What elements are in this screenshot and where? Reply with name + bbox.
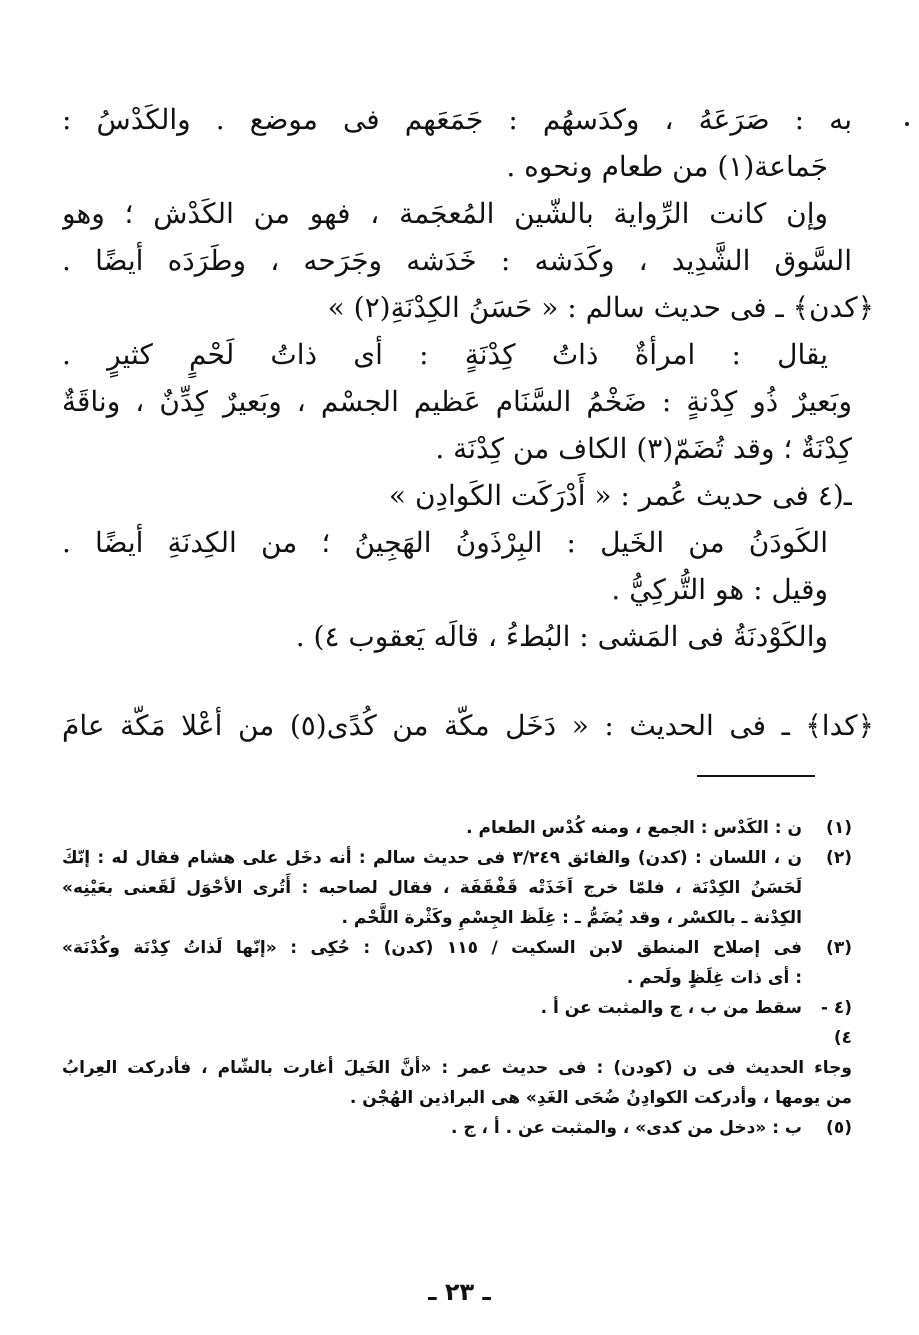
footnote-number: (٣) [826, 938, 852, 958]
footnote-rule [697, 775, 815, 777]
body-line: وبَعيرٌ ذُو كِدْنةٍ : ضَخْمُ السَّنَام عَظيم الجسْم ، وبَعيرٌ كِدِّنٌ ، وناقَةٌ [62, 385, 852, 418]
body-line: يقال : امرأةٌ ذاتُ كِدْنَةٍ : أى ذاتُ لَحْمٍ كثيرٍ . [62, 338, 828, 371]
entry-heading-kda: ﴿كدا﴾ ـ فى الحديث : « دَخَل مكّة من كُدًى(٥) من أعْلا مَكّة عامَ [62, 709, 874, 742]
footnote-number: (٢) [826, 848, 852, 868]
footnote [62, 933, 852, 993]
body-line: وقيل : هو التُّركِيُّ . [611, 573, 828, 606]
footnotes [62, 813, 852, 1143]
main-text [62, 96, 874, 749]
body-line: السَّوق الشَّدِيد ، وكَدَشه : خَدَشه وجَرَحه ، وطَرَدَه أيضًا . [62, 244, 852, 277]
footnote-line: من يومها ، وأدركت الكوادِنُ ضُحَى الغَدِ» هى البراذين الهُجْن . [349, 1088, 852, 1108]
footnote-line: فى إصلاح المنطق لابن السكيت / ١١٥ (كدن) : حُكِى : «إنّها لَذاتُ كِدْنَة وكُدْنَة» [62, 938, 802, 958]
footnote-line: وجاء الحديث فى ن (كودن) : فى حديث عمر : «أنَّ الخَيلَ أغارت بالشّام ، فأدركت العِرابُ [62, 1058, 852, 1078]
page-number: ـ ٢٣ ـ [428, 1278, 491, 1306]
footnote-number: (٤ - ٤) [820, 998, 852, 1048]
footnote-line: ب : «دخل من كدى» ، والمثبت عن . أ ، ج . [451, 1118, 802, 1138]
footnote-line: : أى ذات غِلَظٍ ولَحم . [626, 968, 802, 988]
footnote [62, 813, 852, 843]
footnote-line: لَحَسَنُ الكِدْنَة ، فلمّا خرج اَخَذَتْه قَفْقَفَة ، فقال لصاحبه : أَتُرى الأحْوَل لَقَعنى بعَيْنِه» [62, 878, 802, 898]
entry-heading-kdn: ﴿كدن﴾ ـ فى حديث سالم : « حَسَنُ الكِدْنَةِ(٢) » [327, 291, 874, 324]
body-line: كِدْنَةٌ ؛ وقد تُضَمّ(٣) الكاف من كِدْنَة . [435, 432, 852, 465]
body-line: وإن كانت الرِّواية بالشّين المُعجَمة ، فهو من الكَدْش ؛ وهو [62, 197, 828, 230]
margin-mark [905, 122, 909, 126]
footnote-line: الكِدْنة ـ بالكسْر ، وقد يُضَمُّ ـ : غِلَظ الجِسْمِ وكَثْرة اللَّحْم . [341, 908, 802, 928]
body-line: به : صَرَعَهُ ، وكدَسهُم : جَمَعَهم فى موضع . والكَدْسُ : [62, 103, 852, 136]
body-line: والكَوْدنَةُ فى المَشى : البُطءُ ، قالَه يَعقوب ٤) . [295, 620, 828, 653]
footnote-number: (١) [826, 818, 852, 838]
footnote [62, 843, 852, 933]
footnote-line: ن ، اللسان : (كدن) والفائق ٣/٢٤٩ فى حديث سالم : أنه دخَل على هشام فقال له : إنّكَ [62, 848, 802, 868]
body-line: جَماعة(١) من طعام ونحوه . [506, 150, 828, 183]
footnote-line: ن : الكَدْس : الجمع ، ومنه كُدْس الطعام . [466, 818, 802, 838]
footnote-number: (٥) [826, 1118, 852, 1138]
footnote [62, 1113, 852, 1143]
footnote-continuation [62, 1053, 852, 1113]
body-line: الكَودَنُ من الخَيل : البِرْذَونُ الهَجِينُ ؛ من الكِدنَةِ أيضًا . [62, 526, 828, 559]
footnote [62, 993, 852, 1053]
body-line: ـ(٤ فى حديث عُمر : « أَدْرَكَت الكَوادِن » [388, 479, 852, 512]
footnote-line: سقط من ب ، ج والمثبت عن أ . [540, 998, 802, 1018]
